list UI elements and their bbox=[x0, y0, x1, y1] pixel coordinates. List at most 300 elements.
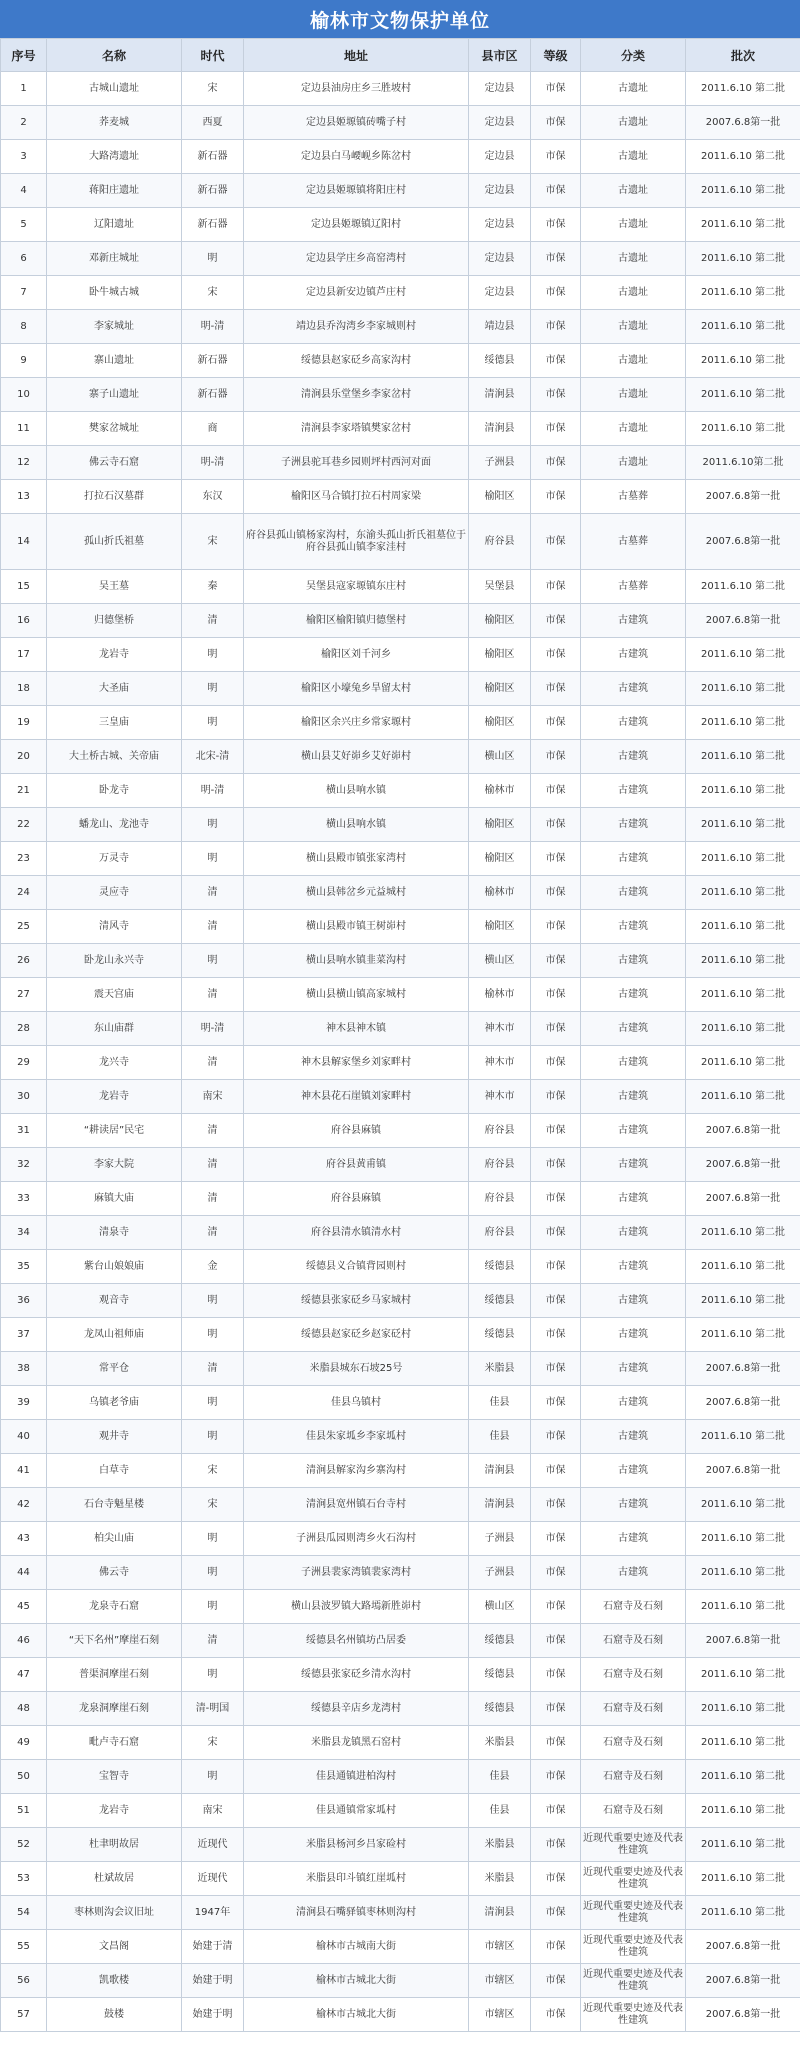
cell-name: 寨子山遗址 bbox=[47, 378, 182, 412]
cell-name: 蟠龙山、龙池寺 bbox=[47, 808, 182, 842]
cell-category: 古建筑 bbox=[581, 706, 686, 740]
cell-name: 万灵寺 bbox=[47, 842, 182, 876]
cell-era: 清 bbox=[182, 1216, 244, 1250]
cell-era: 东汉 bbox=[182, 480, 244, 514]
cell-era: 明 bbox=[182, 1386, 244, 1420]
cell-index: 5 bbox=[1, 208, 47, 242]
cell-address: 清涧县李家塔镇樊家岔村 bbox=[244, 412, 469, 446]
cell-batch: 2007.6.8第一批 bbox=[686, 1998, 800, 2032]
cell-name: 杜斌故居 bbox=[47, 1862, 182, 1896]
table-row bbox=[1, 1862, 800, 1896]
cell-county: 子洲县 bbox=[469, 446, 531, 480]
cell-category: 古墓葬 bbox=[581, 480, 686, 514]
cell-index: 25 bbox=[1, 910, 47, 944]
table-row bbox=[1, 1420, 800, 1454]
cell-batch: 2011.6.10第二批 bbox=[686, 446, 800, 480]
table-row bbox=[1, 174, 800, 208]
table-row bbox=[1, 344, 800, 378]
cell-level: 市保 bbox=[531, 1318, 581, 1352]
table-row bbox=[1, 1794, 800, 1828]
cell-county: 市辖区 bbox=[469, 1964, 531, 1998]
cell-address: 吴堡县寇家塬镇东庄村 bbox=[244, 570, 469, 604]
cell-era: 宋 bbox=[182, 514, 244, 570]
cell-era: 明 bbox=[182, 706, 244, 740]
table-row bbox=[1, 774, 800, 808]
cell-era: 明 bbox=[182, 1658, 244, 1692]
cell-level: 市保 bbox=[531, 412, 581, 446]
cell-era: 清 bbox=[182, 1046, 244, 1080]
cell-address: 榆阳区小壕兔乡旱留太村 bbox=[244, 672, 469, 706]
cell-batch: 2011.6.10 第二批 bbox=[686, 1046, 800, 1080]
cell-batch: 2007.6.8第一批 bbox=[686, 604, 800, 638]
cell-name: 大路湾遗址 bbox=[47, 140, 182, 174]
cell-name: 龙岩寺 bbox=[47, 1080, 182, 1114]
cell-category: 古遗址 bbox=[581, 276, 686, 310]
cell-category: 石窟寺及石刻 bbox=[581, 1794, 686, 1828]
cell-index: 38 bbox=[1, 1352, 47, 1386]
cell-batch: 2011.6.10 第二批 bbox=[686, 944, 800, 978]
cell-index: 18 bbox=[1, 672, 47, 706]
cell-name: 凯歌楼 bbox=[47, 1964, 182, 1998]
cell-era: 新石器 bbox=[182, 140, 244, 174]
cell-category: 古建筑 bbox=[581, 842, 686, 876]
cell-county: 绥德县 bbox=[469, 1318, 531, 1352]
cell-era: 明-清 bbox=[182, 446, 244, 480]
cell-category: 古遗址 bbox=[581, 242, 686, 276]
cell-category: 古建筑 bbox=[581, 1318, 686, 1352]
cell-index: 7 bbox=[1, 276, 47, 310]
cell-address: 榆林市古城北大街 bbox=[244, 1998, 469, 2032]
cell-name: 文昌阁 bbox=[47, 1930, 182, 1964]
cell-index: 28 bbox=[1, 1012, 47, 1046]
cell-batch: 2011.6.10 第二批 bbox=[686, 1726, 800, 1760]
cell-level: 市保 bbox=[531, 1148, 581, 1182]
cell-category: 石窟寺及石刻 bbox=[581, 1726, 686, 1760]
cell-batch: 2011.6.10 第二批 bbox=[686, 72, 800, 106]
cell-batch: 2011.6.10 第二批 bbox=[686, 1862, 800, 1896]
cell-index: 46 bbox=[1, 1624, 47, 1658]
cell-address: 榆阳区刘千河乡 bbox=[244, 638, 469, 672]
cell-index: 19 bbox=[1, 706, 47, 740]
cell-county: 榆阳区 bbox=[469, 706, 531, 740]
cell-name: 麻镇大庙 bbox=[47, 1182, 182, 1216]
cell-era: 清 bbox=[182, 1624, 244, 1658]
cell-category: 古遗址 bbox=[581, 446, 686, 480]
cell-era: 明-清 bbox=[182, 774, 244, 808]
cell-category: 古遗址 bbox=[581, 208, 686, 242]
header-name: 名称 bbox=[47, 39, 182, 72]
cell-name: 观井寺 bbox=[47, 1420, 182, 1454]
cell-batch: 2007.6.8第一批 bbox=[686, 1352, 800, 1386]
cell-address: 榆阳区马合镇打拉石村周家梁 bbox=[244, 480, 469, 514]
cell-batch: 2011.6.10 第二批 bbox=[686, 1692, 800, 1726]
cell-name: 乌镇老爷庙 bbox=[47, 1386, 182, 1420]
table-row bbox=[1, 1454, 800, 1488]
cell-level: 市保 bbox=[531, 72, 581, 106]
cell-county: 横山区 bbox=[469, 944, 531, 978]
cell-index: 2 bbox=[1, 106, 47, 140]
cell-era: 新石器 bbox=[182, 174, 244, 208]
cell-batch: 2011.6.10 第二批 bbox=[686, 1658, 800, 1692]
cell-address: 子洲县裴家湾镇裴家湾村 bbox=[244, 1556, 469, 1590]
cell-name: 寨山遗址 bbox=[47, 344, 182, 378]
cell-county: 横山区 bbox=[469, 740, 531, 774]
cell-level: 市保 bbox=[531, 1386, 581, 1420]
cell-name: 龙岩寺 bbox=[47, 638, 182, 672]
cell-level: 市保 bbox=[531, 1352, 581, 1386]
header-batch: 批次 bbox=[686, 39, 800, 72]
cell-level: 市保 bbox=[531, 1896, 581, 1930]
cell-category: 古建筑 bbox=[581, 1046, 686, 1080]
table-row bbox=[1, 876, 800, 910]
header-category: 分类 bbox=[581, 39, 686, 72]
cell-level: 市保 bbox=[531, 1216, 581, 1250]
table-row bbox=[1, 208, 800, 242]
cell-index: 6 bbox=[1, 242, 47, 276]
cell-address: 横山县响水镇 bbox=[244, 808, 469, 842]
cell-era: 始建于明 bbox=[182, 1998, 244, 2032]
cell-batch: 2011.6.10 第二批 bbox=[686, 412, 800, 446]
table-row bbox=[1, 310, 800, 344]
cell-batch: 2007.6.8第一批 bbox=[686, 1148, 800, 1182]
cell-name: 吴王墓 bbox=[47, 570, 182, 604]
cell-address: 横山县艾好峁乡艾好峁村 bbox=[244, 740, 469, 774]
cell-era: 宋 bbox=[182, 1488, 244, 1522]
cell-name: 李家大院 bbox=[47, 1148, 182, 1182]
page-title: 榆林市文物保护单位 bbox=[0, 0, 800, 38]
cell-batch: 2011.6.10 第二批 bbox=[686, 1556, 800, 1590]
cell-category: 古建筑 bbox=[581, 1114, 686, 1148]
cell-level: 市保 bbox=[531, 1522, 581, 1556]
cell-county: 府谷县 bbox=[469, 1182, 531, 1216]
table-row bbox=[1, 72, 800, 106]
cell-category: 古建筑 bbox=[581, 808, 686, 842]
cell-batch: 2011.6.10 第二批 bbox=[686, 378, 800, 412]
cell-address: 府谷县清水镇清水村 bbox=[244, 1216, 469, 1250]
cell-name: 龙泉寺石窟 bbox=[47, 1590, 182, 1624]
cell-category: 古墓葬 bbox=[581, 514, 686, 570]
cell-category: 古建筑 bbox=[581, 978, 686, 1012]
cell-county: 定边县 bbox=[469, 72, 531, 106]
cell-category: 古遗址 bbox=[581, 412, 686, 446]
cell-name: “耕读居”民宅 bbox=[47, 1114, 182, 1148]
cell-batch: 2011.6.10 第二批 bbox=[686, 1896, 800, 1930]
cell-county: 清涧县 bbox=[469, 378, 531, 412]
cell-address: 子洲县驼耳巷乡园则坪村西河对面 bbox=[244, 446, 469, 480]
cell-category: 古建筑 bbox=[581, 1012, 686, 1046]
cell-index: 22 bbox=[1, 808, 47, 842]
cell-category: 古建筑 bbox=[581, 1522, 686, 1556]
header-era: 时代 bbox=[182, 39, 244, 72]
cell-index: 27 bbox=[1, 978, 47, 1012]
cell-category: 近现代重要史迹及代表性建筑 bbox=[581, 1828, 686, 1862]
cell-era: 明 bbox=[182, 1590, 244, 1624]
cell-address: 清涧县乐堂堡乡李家岔村 bbox=[244, 378, 469, 412]
cell-county: 榆阳区 bbox=[469, 842, 531, 876]
cell-level: 市保 bbox=[531, 1114, 581, 1148]
cell-index: 34 bbox=[1, 1216, 47, 1250]
cell-era: 宋 bbox=[182, 72, 244, 106]
cell-era: 宋 bbox=[182, 1726, 244, 1760]
cell-batch: 2007.6.8第一批 bbox=[686, 480, 800, 514]
cell-county: 府谷县 bbox=[469, 1216, 531, 1250]
cell-level: 市保 bbox=[531, 570, 581, 604]
cell-county: 市辖区 bbox=[469, 1998, 531, 2032]
cell-index: 31 bbox=[1, 1114, 47, 1148]
cell-name: 佛云寺石窟 bbox=[47, 446, 182, 480]
cell-name: 鼓楼 bbox=[47, 1998, 182, 2032]
table-row bbox=[1, 1318, 800, 1352]
cell-county: 横山区 bbox=[469, 1590, 531, 1624]
cell-era: 明 bbox=[182, 842, 244, 876]
cell-address: 府谷县黄甫镇 bbox=[244, 1148, 469, 1182]
cell-address: 定边县新安边镇芦庄村 bbox=[244, 276, 469, 310]
table-row bbox=[1, 1250, 800, 1284]
table-row bbox=[1, 1556, 800, 1590]
table-row bbox=[1, 808, 800, 842]
cell-level: 市保 bbox=[531, 1080, 581, 1114]
cell-address: 榆阳区余兴庄乡常家塬村 bbox=[244, 706, 469, 740]
cell-batch: 2011.6.10 第二批 bbox=[686, 1828, 800, 1862]
cell-level: 市保 bbox=[531, 1998, 581, 2032]
table-row bbox=[1, 1930, 800, 1964]
cell-category: 古遗址 bbox=[581, 310, 686, 344]
cell-index: 16 bbox=[1, 604, 47, 638]
cell-index: 26 bbox=[1, 944, 47, 978]
cell-era: 始建于清 bbox=[182, 1930, 244, 1964]
cell-county: 吴堡县 bbox=[469, 570, 531, 604]
cell-index: 9 bbox=[1, 344, 47, 378]
cell-era: 新石器 bbox=[182, 208, 244, 242]
cell-batch: 2007.6.8第一批 bbox=[686, 106, 800, 140]
cell-category: 近现代重要史迹及代表性建筑 bbox=[581, 1930, 686, 1964]
cell-era: 清 bbox=[182, 1114, 244, 1148]
cell-category: 古建筑 bbox=[581, 638, 686, 672]
cell-county: 定边县 bbox=[469, 208, 531, 242]
cell-address: 佳县乌镇村 bbox=[244, 1386, 469, 1420]
cell-address: 横山县波罗镇大路墕新胜峁村 bbox=[244, 1590, 469, 1624]
cell-level: 市保 bbox=[531, 808, 581, 842]
cell-county: 佳县 bbox=[469, 1794, 531, 1828]
cell-address: 榆林市古城北大街 bbox=[244, 1964, 469, 1998]
cell-name: 观音寺 bbox=[47, 1284, 182, 1318]
table-row bbox=[1, 1046, 800, 1080]
cell-level: 市保 bbox=[531, 1964, 581, 1998]
cell-category: 古遗址 bbox=[581, 344, 686, 378]
cell-county: 榆阳区 bbox=[469, 604, 531, 638]
cell-index: 29 bbox=[1, 1046, 47, 1080]
cell-level: 市保 bbox=[531, 480, 581, 514]
cell-county: 榆林市 bbox=[469, 876, 531, 910]
cell-level: 市保 bbox=[531, 944, 581, 978]
table-row bbox=[1, 140, 800, 174]
table-row bbox=[1, 570, 800, 604]
cell-index: 44 bbox=[1, 1556, 47, 1590]
cell-county: 靖边县 bbox=[469, 310, 531, 344]
cell-address: 清涧县解家沟乡寨沟村 bbox=[244, 1454, 469, 1488]
cell-level: 市保 bbox=[531, 1590, 581, 1624]
cell-batch: 2011.6.10 第二批 bbox=[686, 978, 800, 1012]
cell-name: 大土桥古城、关帝庙 bbox=[47, 740, 182, 774]
table-row bbox=[1, 1352, 800, 1386]
cell-index: 3 bbox=[1, 140, 47, 174]
cell-county: 佳县 bbox=[469, 1386, 531, 1420]
cell-name: 古城山遗址 bbox=[47, 72, 182, 106]
cell-era: 清 bbox=[182, 876, 244, 910]
heritage-table bbox=[0, 38, 800, 2032]
cell-county: 神木市 bbox=[469, 1046, 531, 1080]
cell-county: 榆林市 bbox=[469, 774, 531, 808]
cell-batch: 2011.6.10 第二批 bbox=[686, 876, 800, 910]
cell-county: 榆阳区 bbox=[469, 672, 531, 706]
cell-level: 市保 bbox=[531, 1624, 581, 1658]
cell-county: 绥德县 bbox=[469, 344, 531, 378]
cell-address: 横山县殿市镇王树峁村 bbox=[244, 910, 469, 944]
table-row bbox=[1, 480, 800, 514]
cell-category: 古建筑 bbox=[581, 1148, 686, 1182]
cell-level: 市保 bbox=[531, 842, 581, 876]
cell-address: 清涧县宽州镇石台寺村 bbox=[244, 1488, 469, 1522]
cell-level: 市保 bbox=[531, 1930, 581, 1964]
cell-index: 14 bbox=[1, 514, 47, 570]
cell-level: 市保 bbox=[531, 910, 581, 944]
cell-batch: 2007.6.8第一批 bbox=[686, 1114, 800, 1148]
header-county: 县市区 bbox=[469, 39, 531, 72]
cell-name: 东山庙群 bbox=[47, 1012, 182, 1046]
cell-index: 57 bbox=[1, 1998, 47, 2032]
cell-era: 清 bbox=[182, 1182, 244, 1216]
cell-county: 绥德县 bbox=[469, 1658, 531, 1692]
cell-county: 神木市 bbox=[469, 1012, 531, 1046]
cell-era: 清-明国 bbox=[182, 1692, 244, 1726]
cell-batch: 2011.6.10 第二批 bbox=[686, 774, 800, 808]
cell-category: 古建筑 bbox=[581, 1556, 686, 1590]
cell-batch: 2011.6.10 第二批 bbox=[686, 638, 800, 672]
cell-level: 市保 bbox=[531, 174, 581, 208]
cell-name: 毗卢寺石窟 bbox=[47, 1726, 182, 1760]
cell-address: 定边县姬塬镇砖嘴子村 bbox=[244, 106, 469, 140]
cell-category: 古建筑 bbox=[581, 604, 686, 638]
cell-name: 普渠洞摩崖石刻 bbox=[47, 1658, 182, 1692]
cell-era: 秦 bbox=[182, 570, 244, 604]
table-row bbox=[1, 1522, 800, 1556]
cell-address: 府谷县麻镇 bbox=[244, 1114, 469, 1148]
cell-index: 32 bbox=[1, 1148, 47, 1182]
table-row bbox=[1, 1692, 800, 1726]
cell-address: 米脂县龙镇黑石窑村 bbox=[244, 1726, 469, 1760]
cell-name: 龙凤山祖师庙 bbox=[47, 1318, 182, 1352]
cell-address: 定边县姬塬镇辽阳村 bbox=[244, 208, 469, 242]
cell-batch: 2011.6.10 第二批 bbox=[686, 344, 800, 378]
cell-category: 近现代重要史迹及代表性建筑 bbox=[581, 1998, 686, 2032]
table-row bbox=[1, 514, 800, 570]
cell-name: 枣林则沟会议旧址 bbox=[47, 1896, 182, 1930]
cell-index: 8 bbox=[1, 310, 47, 344]
cell-category: 古建筑 bbox=[581, 740, 686, 774]
cell-era: 明 bbox=[182, 242, 244, 276]
cell-batch: 2007.6.8第一批 bbox=[686, 1624, 800, 1658]
cell-name: 打拉石汉墓群 bbox=[47, 480, 182, 514]
cell-name: 白草寺 bbox=[47, 1454, 182, 1488]
cell-era: 近现代 bbox=[182, 1862, 244, 1896]
cell-index: 35 bbox=[1, 1250, 47, 1284]
cell-index: 15 bbox=[1, 570, 47, 604]
cell-batch: 2011.6.10 第二批 bbox=[686, 1488, 800, 1522]
cell-era: 明 bbox=[182, 638, 244, 672]
cell-name: 宝智寺 bbox=[47, 1760, 182, 1794]
table-row bbox=[1, 1386, 800, 1420]
cell-era: 清 bbox=[182, 1352, 244, 1386]
cell-level: 市保 bbox=[531, 446, 581, 480]
cell-address: 榆林市古城南大街 bbox=[244, 1930, 469, 1964]
cell-index: 47 bbox=[1, 1658, 47, 1692]
cell-category: 古建筑 bbox=[581, 944, 686, 978]
table-row bbox=[1, 1216, 800, 1250]
cell-index: 41 bbox=[1, 1454, 47, 1488]
cell-address: 绥德县名州镇坊凸居委 bbox=[244, 1624, 469, 1658]
cell-county: 榆阳区 bbox=[469, 808, 531, 842]
cell-address: 绥德县辛店乡龙湾村 bbox=[244, 1692, 469, 1726]
cell-level: 市保 bbox=[531, 378, 581, 412]
cell-address: 绥德县义合镇背园则村 bbox=[244, 1250, 469, 1284]
table-row bbox=[1, 1998, 800, 2032]
cell-era: 宋 bbox=[182, 276, 244, 310]
table-row bbox=[1, 1590, 800, 1624]
cell-batch: 2011.6.10 第二批 bbox=[686, 276, 800, 310]
cell-category: 石窟寺及石刻 bbox=[581, 1590, 686, 1624]
cell-batch: 2011.6.10 第二批 bbox=[686, 1420, 800, 1454]
cell-index: 50 bbox=[1, 1760, 47, 1794]
cell-era: 宋 bbox=[182, 1454, 244, 1488]
table-row bbox=[1, 842, 800, 876]
cell-era: 明 bbox=[182, 1760, 244, 1794]
cell-batch: 2011.6.10 第二批 bbox=[686, 1080, 800, 1114]
cell-level: 市保 bbox=[531, 1658, 581, 1692]
cell-county: 绥德县 bbox=[469, 1624, 531, 1658]
cell-address: 靖边县乔沟湾乡李家城则村 bbox=[244, 310, 469, 344]
cell-level: 市保 bbox=[531, 604, 581, 638]
cell-name: 清泉寺 bbox=[47, 1216, 182, 1250]
cell-address: 府谷县孤山镇杨家沟村，东渝头孤山折氏祖墓位于府谷县孤山镇李家洼村 bbox=[244, 514, 469, 570]
cell-index: 33 bbox=[1, 1182, 47, 1216]
cell-batch: 2011.6.10 第二批 bbox=[686, 1318, 800, 1352]
cell-era: 明 bbox=[182, 1522, 244, 1556]
header-level: 等级 bbox=[531, 39, 581, 72]
cell-era: 商 bbox=[182, 412, 244, 446]
cell-index: 1 bbox=[1, 72, 47, 106]
cell-county: 定边县 bbox=[469, 174, 531, 208]
cell-name: 孤山折氏祖墓 bbox=[47, 514, 182, 570]
cell-era: 明 bbox=[182, 1284, 244, 1318]
table-row bbox=[1, 1148, 800, 1182]
cell-category: 古建筑 bbox=[581, 1182, 686, 1216]
cell-level: 市保 bbox=[531, 1012, 581, 1046]
cell-address: 佳县通镇常家坬村 bbox=[244, 1794, 469, 1828]
cell-index: 55 bbox=[1, 1930, 47, 1964]
table-row bbox=[1, 1658, 800, 1692]
cell-county: 榆阳区 bbox=[469, 910, 531, 944]
cell-name: 杜聿明故居 bbox=[47, 1828, 182, 1862]
table-row bbox=[1, 638, 800, 672]
cell-category: 石窟寺及石刻 bbox=[581, 1658, 686, 1692]
cell-address: 定边县白马崾岘乡陈岔村 bbox=[244, 140, 469, 174]
cell-name: 蒋阳庄遗址 bbox=[47, 174, 182, 208]
cell-level: 市保 bbox=[531, 740, 581, 774]
table-row bbox=[1, 446, 800, 480]
cell-county: 定边县 bbox=[469, 242, 531, 276]
cell-level: 市保 bbox=[531, 1828, 581, 1862]
cell-address: 神木县花石崖镇刘家畔村 bbox=[244, 1080, 469, 1114]
